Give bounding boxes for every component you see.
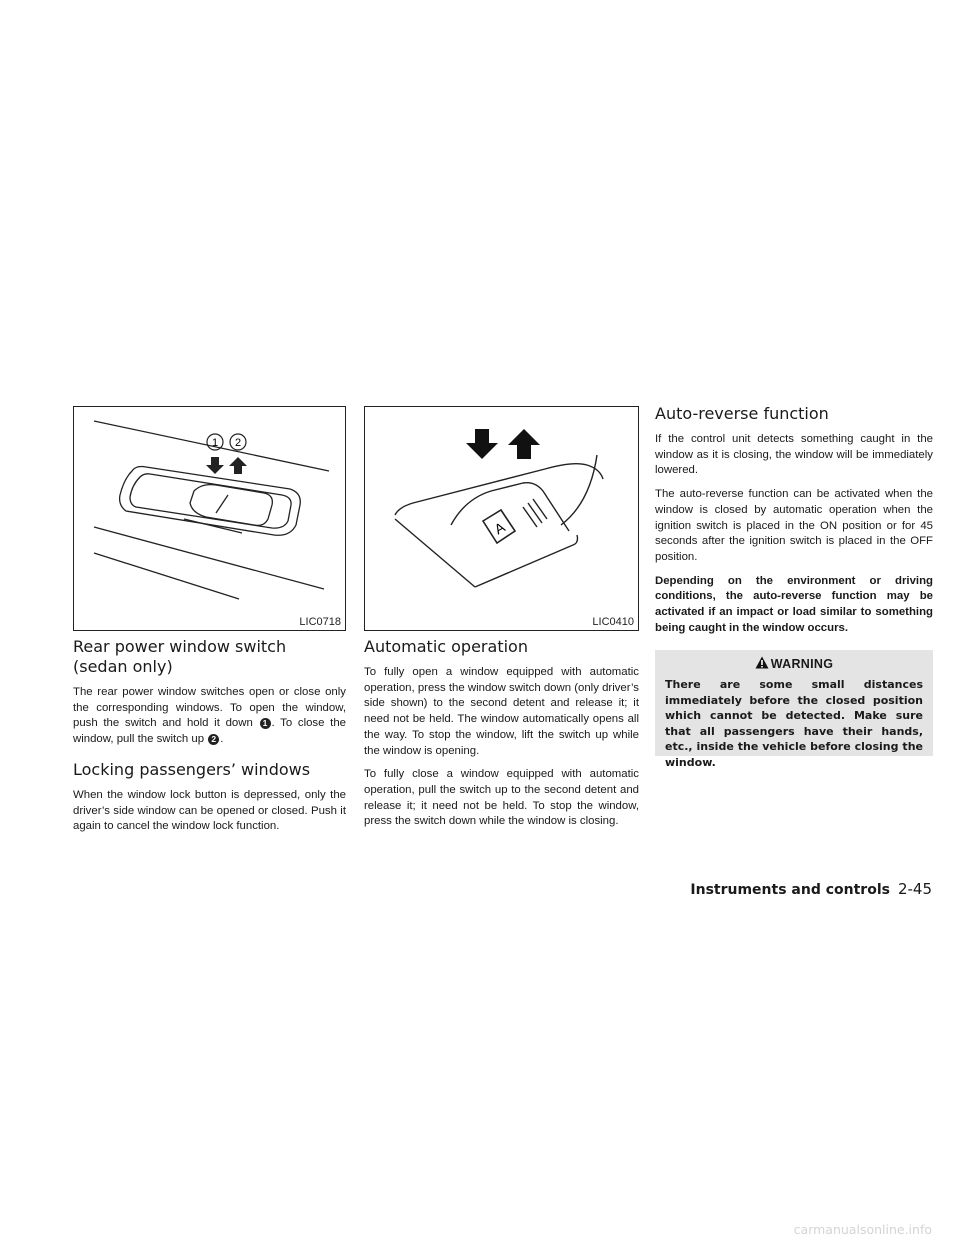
number-2-icon: 2 — [208, 734, 219, 745]
auto-letter: A — [491, 518, 508, 538]
column-3 — [655, 404, 933, 644]
automatic-switch-illustration — [365, 407, 637, 629]
number-1-icon: 1 — [260, 718, 271, 729]
figure-label: LIC0410 — [592, 616, 634, 628]
page-footer — [690, 880, 932, 898]
warning-text: There are some small distances immediately before the closed position which cannot be detected. Make sure that all passengers have their hands, etc., inside the vehicle before closing the window. — [665, 678, 923, 769]
rear-window-switch-illustration — [74, 407, 344, 629]
heading-auto-reverse: Auto-reverse function — [655, 404, 829, 423]
paragraph-locking: When the window lock button is depressed, only the driver’s side window can be opened or closed. Push it again to cancel the window lock function. — [73, 788, 346, 833]
column-1 — [73, 637, 346, 843]
up-arrow-icon — [229, 457, 247, 474]
heading-automatic-operation: Automatic operation — [364, 637, 528, 656]
callout-1: 1 — [211, 437, 219, 449]
callout-2: 2 — [234, 437, 242, 449]
paragraph-auto-close: To fully close a window equipped with automatic operation, pull the switch up to the second detent and release it; it need not be held. To stop the window, press the switch down while the window is closing. — [364, 768, 639, 828]
column-2 — [364, 637, 639, 838]
figure-label: LIC0718 — [299, 616, 341, 628]
up-arrow-icon — [508, 429, 540, 459]
warning-title: WARNING — [655, 656, 933, 671]
down-arrow-icon — [466, 429, 498, 459]
figure-automatic-switch — [364, 406, 639, 631]
paragraph-rear-window: The rear power window switches open or close only the corresponding windows. To open the window, push the switch and hold it down 1 . To close the window, pull the switch up 2 . — [73, 686, 346, 746]
watermark: carmanualsonline.info — [793, 1222, 932, 1237]
heading-locking-passengers-windows: Locking passengers’ windows — [73, 759, 311, 779]
warning-box — [655, 650, 933, 769]
warning-triangle-icon — [755, 656, 769, 669]
paragraph-auto-open: To fully open a window equipped with automatic operation, press the window switch down (only driver’s side shown) to the second detent and release it; it need not be held. The window automatically opens all the way. To stop the window, lift the switch up while the window is opening. — [364, 666, 639, 757]
paragraph-auto-reverse-2: The auto-reverse function can be activated when the window is closed by automatic operation when the ignition switch is placed in the ON position or for 45 seconds after the ignition switch is placed in the OFF position. — [655, 488, 933, 563]
figure-rear-window-switch — [73, 406, 346, 631]
paragraph-auto-reverse-1: If the control unit detects something caught in the window as it is closing, the window will be immediately lowered. — [655, 433, 933, 477]
down-arrow-icon — [206, 457, 224, 474]
page-number: 2-45 — [897, 880, 932, 898]
paragraph-auto-reverse-3: Depending on the environment or driving conditions, the auto-reverse function may be activated if an impact or load similar to something being caught in the window occurs. — [655, 574, 933, 634]
heading-rear-power-window-switch: Rear power window switch (sedan only) — [73, 637, 287, 676]
footer-section-title: Instruments and controls — [690, 882, 890, 898]
